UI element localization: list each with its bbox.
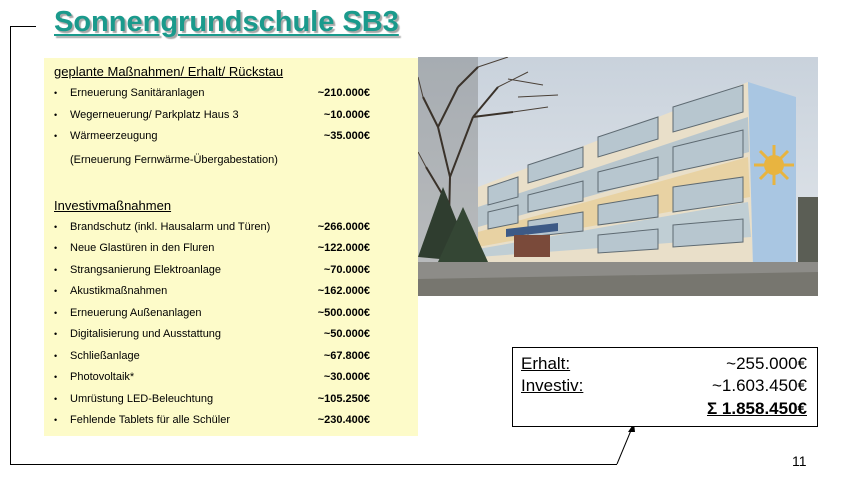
bullet-icon: • [54,351,58,361]
list-item: • Akustikmaßnahmen ~162.000€ [54,285,370,297]
measures-panel [44,58,418,436]
page-number: 11 [792,453,807,469]
list-item: • Umrüstung LED-Beleuchtung ~105.250€ [54,393,370,405]
frame-left-line [10,26,11,464]
list-item: • Brandschutz (inkl. Hausalarm und Türen) ~266.000€ [54,221,370,233]
section-heading-erhalt: geplante Maßnahmen/ Erhalt/ Rückstau [54,64,284,79]
bullet-icon: • [54,308,58,318]
list-item: • Wärmeerzeugung ~35.000€ [54,130,370,142]
bullet-icon: • [54,329,58,339]
list-item: • Photovoltaik* ~30.000€ [54,371,370,383]
bullet-icon: • [54,88,58,98]
bullet-icon: • [54,222,58,232]
bullet-icon: • [54,243,58,253]
school-building-photo [418,57,818,296]
summary-box [512,347,818,427]
bullet-icon: • [54,415,58,425]
frame-top-line [10,26,36,27]
callout-arrow [610,420,640,470]
note-text: (Erneuerung Fernwärme-Übergabestation) [70,154,278,166]
list-item: • Strangsanierung Elektroanlage ~70.000€ [54,264,370,276]
page-title: Sonnengrundschule SB3 [54,6,399,38]
list-item: • Schließanlage ~67.800€ [54,350,370,362]
list-item: • Digitalisierung und Ausstattung ~50.000€ [54,328,370,340]
bullet-icon: • [54,372,58,382]
summary-row-erhalt: Erhalt: ~255.000€ [521,354,807,373]
bullet-icon: • [54,110,58,120]
list-item: • Neue Glastüren in den Fluren ~122.000€ [54,242,370,254]
list-item: • Erneuerung Sanitäranlagen ~210.000€ [54,87,370,99]
list-item: • Erneuerung Außenanlagen ~500.000€ [54,307,370,319]
bullet-icon: • [54,265,58,275]
frame-bottom-line [10,464,617,465]
list-item: • Wegerneuerung/ Parkplatz Haus 3 ~10.000€ [54,109,370,121]
summary-row-total: Σ 1.858.450€ [706,399,807,418]
section-heading-investiv: Investivmaßnahmen [54,198,172,213]
list-item: • Fehlende Tablets für alle Schüler ~230.400€ [54,414,370,426]
summary-row-investiv: Investiv: ~1.603.450€ [521,376,807,395]
bullet-icon: • [54,286,58,296]
bullet-icon: • [54,131,58,141]
bullet-icon: • [54,394,58,404]
